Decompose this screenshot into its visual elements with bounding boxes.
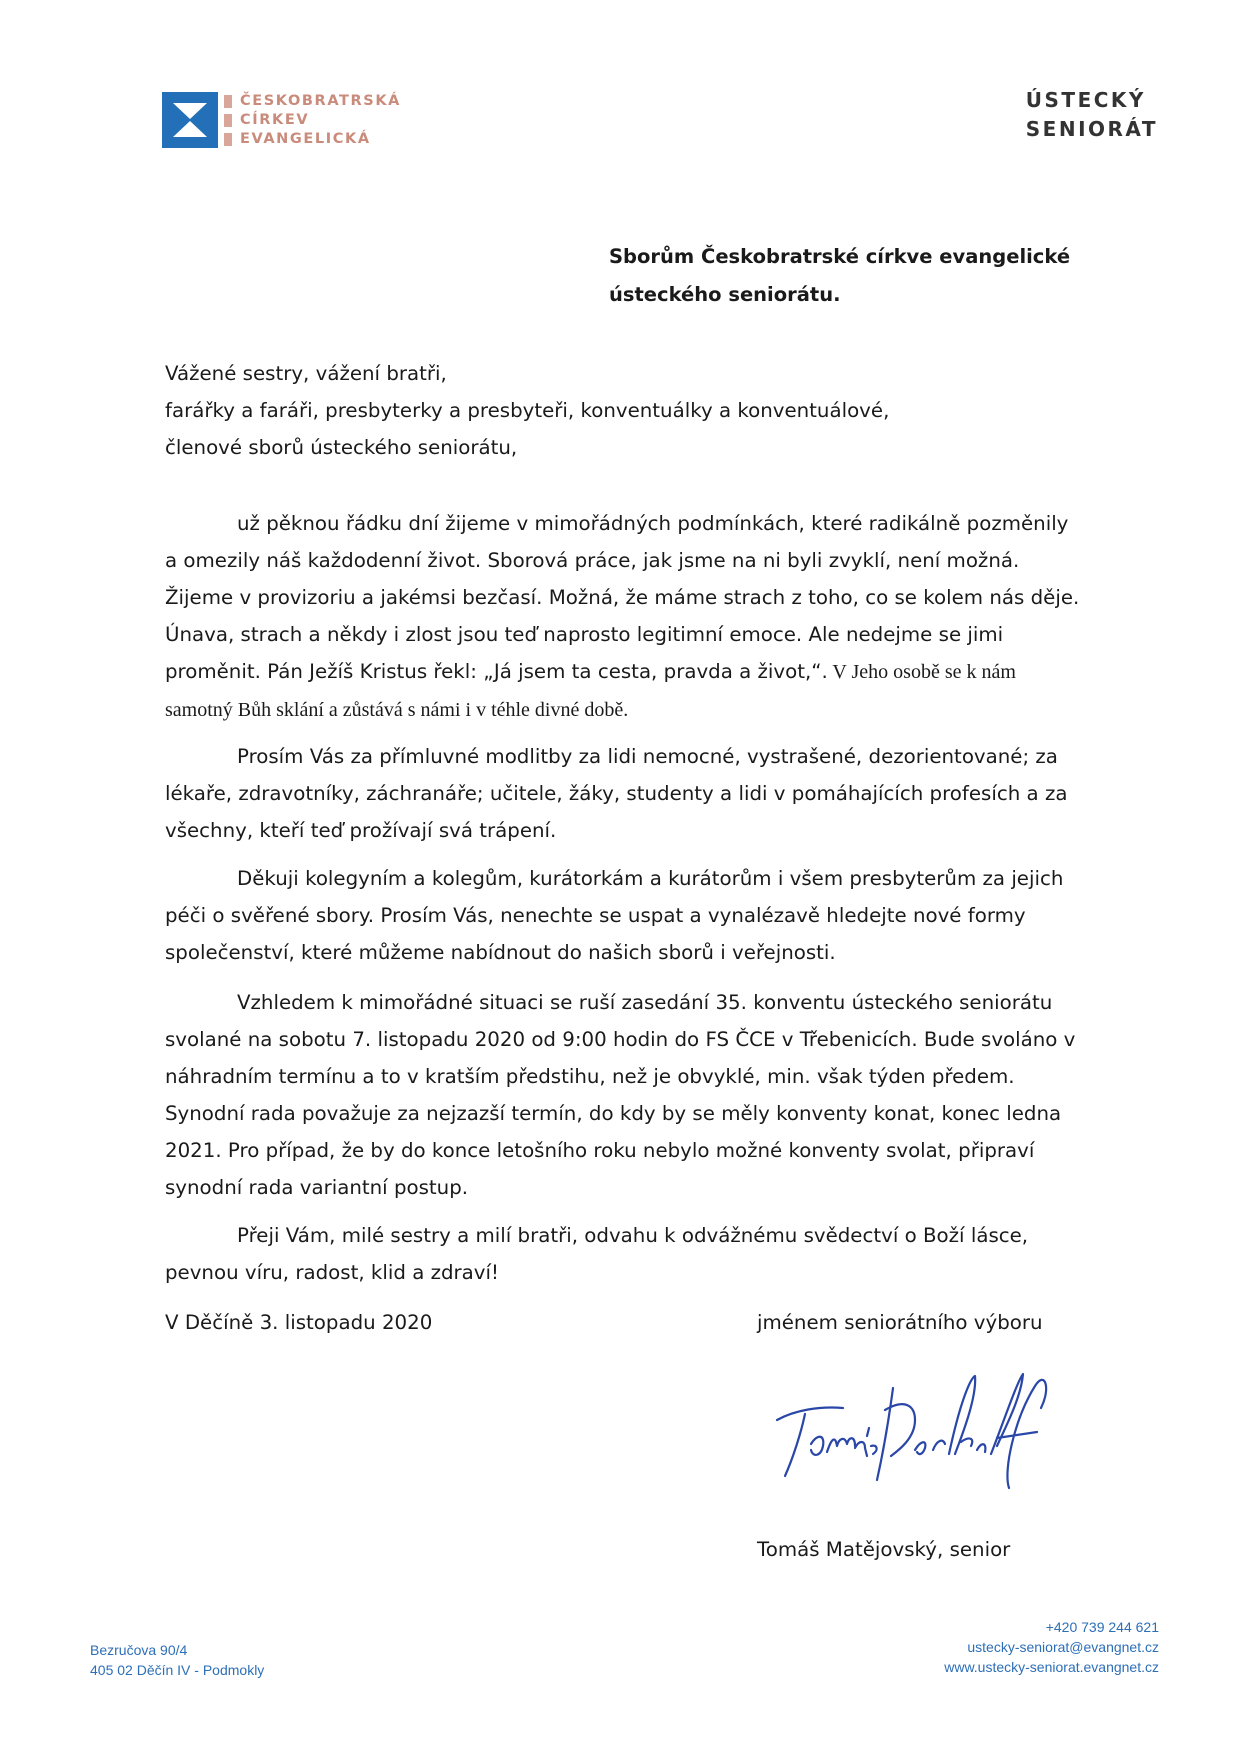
footer-address <box>90 1640 264 1680</box>
footer-email[interactable]: ustecky-seniorat@evangnet.cz <box>967 1639 1159 1655</box>
paragraph-1-tail: V Jeho osobě se k nám samotný Bůh sklání a zůstává s námi i v téhle divné době. <box>165 661 1016 721</box>
footer-web[interactable]: www.ustecky-seniorat.evangnet.cz <box>944 1659 1159 1675</box>
place-date: V Děčíně 3. listopadu 2020 <box>165 1311 433 1334</box>
footer-address-line-1: Bezručova 90/4 <box>90 1642 188 1658</box>
footer-address-line-2: 405 02 Děčín IV - Podmokly <box>90 1662 265 1678</box>
addressee-line-2: ústeckého seniorátu. <box>609 283 841 306</box>
paragraph-1-main: už pěknou řádku dní žijeme v mimořádných podmínkách, které radikálně pozměnily a omezily náš každodenní život. Sborová práce, jak jsme na ni byli zvyklí, není možná. Žijeme v provizoriu a jakémsi bezčasí. Možná, že máme strach z toho, co se kolem nás děje. Únava, strach a někdy i zlost jsou teď naprosto legitimní emoce. Ale nedejme se jimi proměnit. Pán Ježíš Kristus řekl: „Já jsem ta cesta, pravda a život,“. <box>165 512 1080 683</box>
paragraph-2: Prosím Vás za přímluvné modlitby za lidi nemocné, vystrašené, dezorientované; za lékaře, zdravotníky, záchranáře; učitele, žáky, studenty a lidi v pomáhajících profesích a za všechny, kteří teď prožívají svá trápení. <box>165 745 1068 842</box>
logo-line-3: EVANGELICKÁ <box>240 131 371 147</box>
salutation <box>165 355 1085 466</box>
paragraph-5: Přeji Vám, milé sestry a milí bratři, odvahu k odvážnému svědectví o Boží lásce, pevnou víru, radost, klid a zdraví! <box>165 1224 1029 1284</box>
handwritten-signature <box>765 1358 1065 1498</box>
logo-bars <box>224 95 232 146</box>
signer-name: Tomáš Matějovský, senior <box>757 1538 1011 1561</box>
paragraph-4: Vzhledem k mimořádné situaci se ruší zasedání 35. konventu ústeckého seniorátu svolané na sobotu 7. listopadu 2020 od 9:00 hodin do FS ČCE v Třebenicích. Bude svoláno v náhradním termínu a to v kratším předstihu, než je obvyklé, min. však týden předem. Synodní rada považuje za nejzazší termín, do kdy by se měly konventy konat, konec ledna 2021. Pro případ, že by do konce letošního roku nebylo možné konventy svolat, připraví synodní rada variantní postup. <box>165 991 1076 1199</box>
seniorat-line-2: SENIORÁT <box>1025 117 1158 141</box>
seniorat-line-1: ÚSTECKÝ <box>1025 88 1146 112</box>
seniorat-heading <box>1026 86 1158 144</box>
salutation-line-1: Vážené sestry, vážení bratři, <box>165 362 447 385</box>
paragraph-1 <box>165 505 1085 729</box>
addressee <box>609 238 1070 314</box>
on-behalf-line: jménem seniorátního výboru <box>757 1311 1043 1334</box>
salutation-line-3: členové sborů ústeckého seniorátu, <box>165 436 518 459</box>
logo-line-1: ČESKOBRATRSKÁ <box>240 93 401 109</box>
footer-contact <box>944 1617 1159 1677</box>
salutation-line-2: farářky a faráři, presbyterky a presbyteři, konventuálky a konventuálové, <box>165 399 890 422</box>
addressee-line-1: Sborům Českobratrské církve evangelické <box>609 245 1071 268</box>
logo-mark-icon <box>162 92 218 148</box>
paragraph-3: Děkuji kolegyním a kolegům, kurátorkám a kurátorům i všem presbyterům za jejich péči o svěřené sbory. Prosím Vás, nenechte se uspat a vynalézavě hledejte nové formy společenství, které můžeme nabídnout do našich sborů i veřejnosti. <box>165 867 1064 964</box>
footer-phone: +420 739 244 621 <box>1045 1619 1159 1635</box>
logo-line-2: CÍRKEV <box>240 112 310 128</box>
church-logo <box>162 92 401 148</box>
logo-text <box>240 93 401 147</box>
